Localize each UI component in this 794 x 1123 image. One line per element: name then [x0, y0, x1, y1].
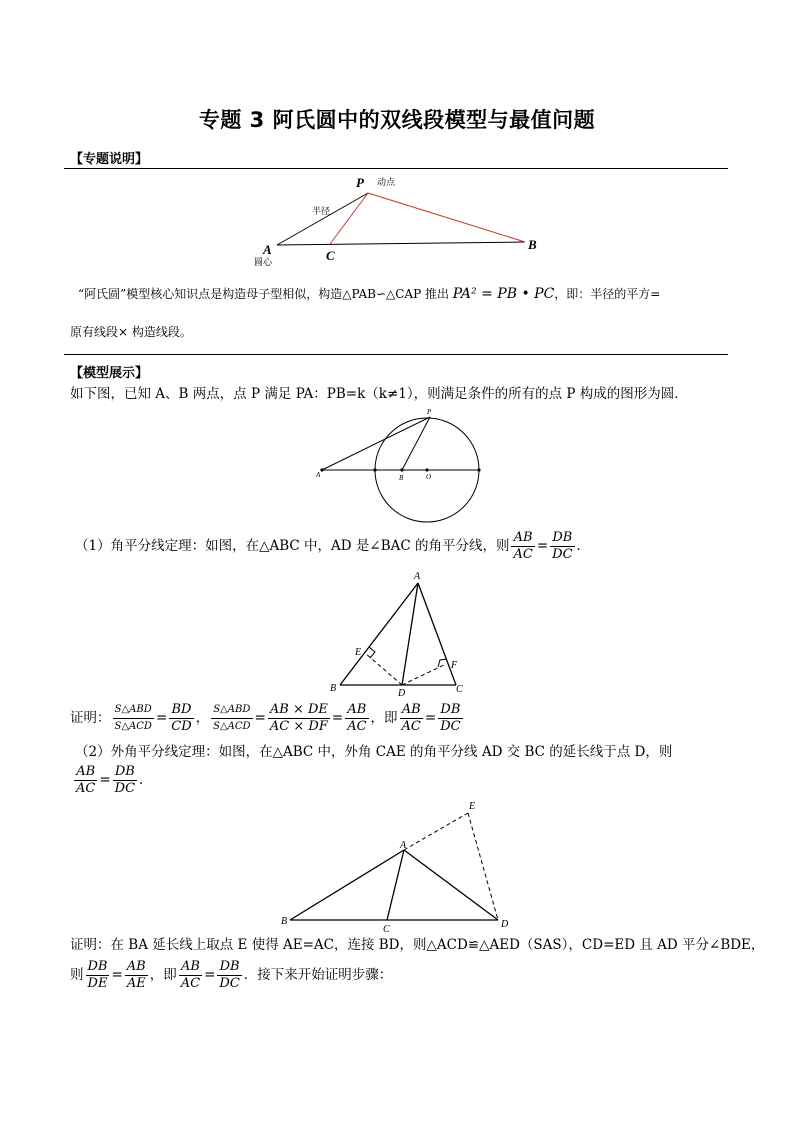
proof-2-line-2: 则 $\frac{DB}{DE}$ = $\frac{AB}{AE}$ ，即 $\frac{AB}{AC}$ = $\frac{DB}{DC}$ ．接下来开始证明步骤：: [70, 959, 393, 991]
proof-1: 证明： $\frac{\text{S△ABD}}{\text{S△ACD}}$ = $\frac{BD}{CD}$ ， $\frac{\text{S△ABD}}{\text{S△ACD}}$ = $\frac{AB \times DE}{AC \times DF}$ = $\frac{AB}{AC}$ ，即 $\frac{AB}{AC}$ = $\frac{DB}{DC}$: [70, 702, 461, 734]
segment-ad: [404, 850, 498, 920]
theorem-2-formula: $\frac{AB}{AC}$ = $\frac{DB}{DC}$ ．: [76, 764, 153, 796]
label-b: B: [528, 237, 537, 252]
label-e: E: [355, 647, 362, 658]
figure-exterior-bisector: [278, 798, 518, 934]
point-left: [373, 468, 376, 471]
fraction: $\frac{\text{S△ABD}}{\text{S△ACD}}$: [213, 704, 251, 732]
label-a-note: 圆心: [254, 257, 273, 267]
label-f: F: [451, 660, 458, 671]
divider: [64, 354, 728, 355]
figure-angle-bisector: [322, 566, 472, 698]
fraction: $\frac{DB}{DC}$: [440, 702, 461, 734]
segment-pc: [330, 193, 368, 244]
label-b: B: [330, 683, 337, 694]
theorem-1: （1）角平分线定理：如图，在△ABC 中，AD 是∠BAC 的角平分线，则 $\frac{AB}{AC}$ = $\frac{DB}{DC}$ ．: [75, 530, 591, 562]
label-a: A: [316, 471, 321, 479]
label-c: C: [326, 248, 335, 263]
segment-ae: [404, 813, 468, 850]
segment-pb: [402, 417, 430, 470]
segment-ac: [387, 850, 404, 920]
segment-ad: [402, 583, 418, 685]
page-title: 专题 3 阿氏圆中的双线段模型与最值问题: [198, 108, 596, 132]
label-p: P: [356, 175, 364, 190]
explain-text-b: ，即：半径的平方=: [554, 287, 661, 301]
explain-line-2: 原有线段× 构造线段。: [70, 325, 192, 339]
fraction: $\frac{DB}{DC}$: [552, 530, 573, 562]
proof-2-line-1: 证明：在 BA 延长线上取点 E 使得 AE=AC，连接 BD，则△ACD≌△AED（SAS），CD=ED 且 AD 平分∠BDE，: [70, 937, 765, 953]
point-right: [477, 468, 480, 471]
segment-pa: [277, 193, 368, 245]
label-c: C: [383, 924, 390, 934]
segment-ab: [340, 583, 418, 685]
fraction: $\frac{AB}{AC}$: [347, 702, 367, 734]
label-p-note: 动点: [377, 177, 396, 187]
fraction: $\frac{AB \times DE}{AC \times DF}$: [269, 702, 328, 734]
explain-line-1: [78, 284, 660, 304]
point-a: [320, 468, 323, 471]
section-heading-explain: 【专题说明】: [70, 152, 149, 167]
segment-pb: [368, 193, 525, 242]
figure-apollonius-triangle: [250, 172, 550, 272]
right-angle-e: [369, 647, 375, 658]
fraction: $\frac{AB}{AC}$: [401, 702, 421, 734]
section-heading-model: 【模型展示】: [70, 366, 149, 381]
segment-ba: [290, 850, 404, 920]
label-a: A: [400, 840, 407, 851]
label-e: E: [469, 801, 476, 812]
point-o: [425, 468, 428, 471]
fraction: $\frac{AB}{AC}$: [513, 530, 533, 562]
fraction: $\frac{AB}{AC}$: [180, 959, 201, 991]
label-b: B: [281, 916, 288, 927]
label-a: A: [263, 242, 272, 257]
theorem-1-text: （1）角平分线定理：如图，在△ABC 中，AD 是∠BAC 的角平分线，则: [75, 538, 510, 554]
segment-ed: [468, 813, 498, 920]
fraction: $\frac{DB}{DC}$: [114, 764, 136, 796]
fraction: $\frac{DB}{DE}$: [87, 959, 108, 991]
fraction: $\frac{AB}{AC}$: [76, 764, 96, 796]
point-b: [400, 468, 403, 471]
explain-text-a: “阿氏圆”模型核心知识点是构造母子型相似，构造△PAB∽△CAP 推出: [78, 287, 453, 301]
fraction: $\frac{DB}{DC}$: [219, 959, 240, 991]
intro-text: 如下图，已知 A、B 两点，点 P 满足 PA：PB=k（k≠1），则满足条件的所有的点 P 构成的图形为圆．: [70, 386, 688, 402]
label-c: C: [456, 684, 463, 695]
label-p: P: [427, 408, 432, 416]
label-o: O: [426, 473, 432, 481]
theorem-2-text: （2）外角平分线定理：如图，在△ABC 中，外角 CAE 的角平分线 AD 交 BC 的延长线于点 D，则: [75, 744, 673, 760]
divider: [64, 168, 728, 169]
label-radius: 半径: [312, 206, 331, 216]
segment-df: [402, 665, 444, 685]
label-d: D: [501, 919, 509, 930]
fraction: $\frac{\text{S△ABD}}{\text{S△ACD}}$: [114, 704, 152, 732]
figure-apollonius-circle: [312, 404, 492, 528]
label-b: B: [399, 474, 404, 482]
explain-formula: PA² = PB • PC: [452, 286, 555, 302]
fraction: $\frac{AB}{AE}$: [126, 959, 146, 991]
segment-ab: [277, 242, 525, 245]
label-d: D: [398, 688, 406, 698]
fraction: $\frac{BD}{CD}$: [171, 702, 192, 734]
label-a: A: [414, 571, 421, 582]
